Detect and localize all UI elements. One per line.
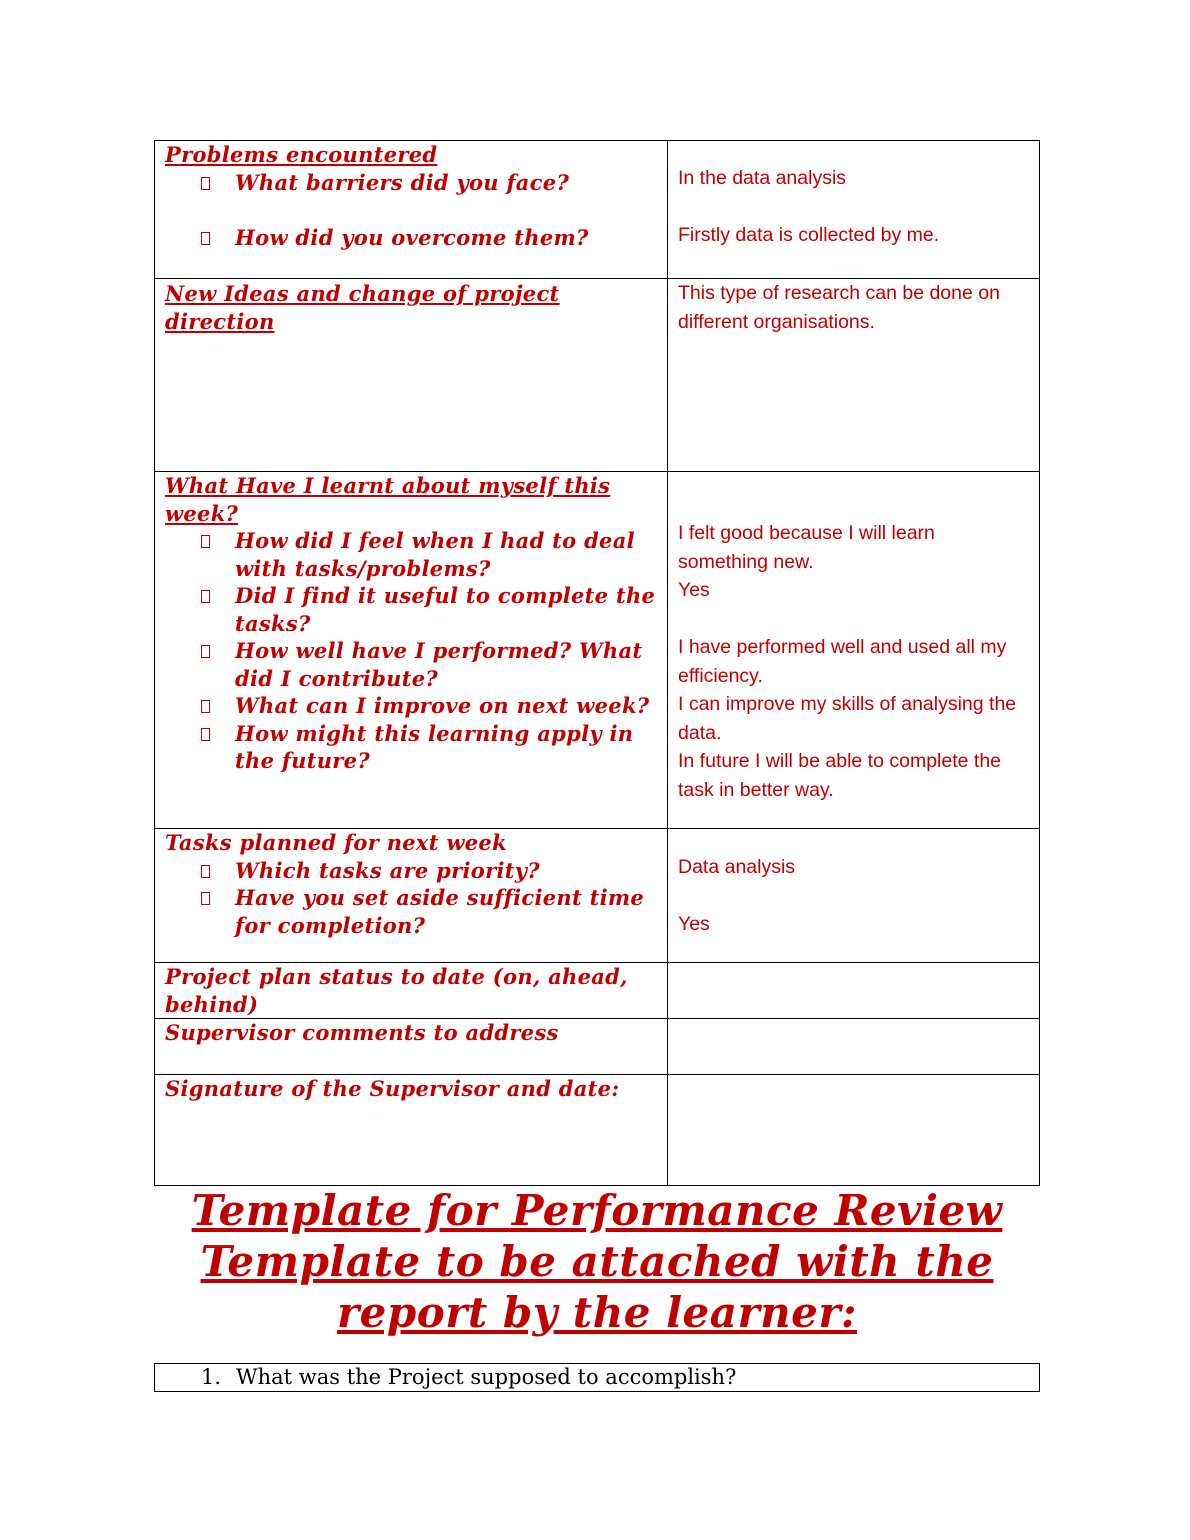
answer-text: This type of research can be done on different organisations. (678, 282, 1000, 333)
row-label: Tasks planned for next week (165, 830, 507, 855)
question-list (165, 857, 657, 940)
question-box (154, 1363, 1040, 1392)
list-item: How might this learning apply in the future? (165, 720, 657, 775)
list-item: How did I feel when I had to deal with tasks/problems? (165, 527, 657, 582)
row-label-cell (155, 963, 668, 1019)
answer-text: Yes (678, 579, 710, 601)
checkbox-icon (201, 535, 210, 548)
answer-text: In the data analysis (678, 167, 847, 189)
answer-text: I felt good because I will learn something new. (678, 522, 935, 573)
checkbox-icon (201, 865, 210, 878)
row-answer-cell (668, 829, 1040, 963)
row-label-cell (155, 141, 668, 279)
list-item: What can I improve on next week? (165, 692, 657, 720)
answer-text: Data analysis (678, 856, 796, 878)
weekly-log-table (154, 140, 1040, 1186)
question-list (165, 169, 657, 252)
row-answer-cell (668, 141, 1040, 279)
checkbox-icon (201, 232, 210, 245)
row-label: Project plan status to date (on, ahead, behind) (165, 964, 628, 1017)
table-row (155, 279, 1040, 472)
answer-text: Firstly data is collected by me. (678, 223, 940, 246)
checkbox-icon (201, 590, 210, 603)
row-label: Signature of the Supervisor and date: (165, 1076, 620, 1101)
checkbox-icon (201, 892, 210, 905)
answer-text: In future I will be able to complete the task in better way. (678, 750, 1002, 801)
row-answer-cell (668, 1075, 1040, 1186)
row-label: What Have I learnt about myself this week? (165, 473, 611, 526)
answer-text: Yes (678, 913, 710, 935)
row-label: New Ideas and change of project direction (165, 281, 560, 334)
row-label-cell (155, 1019, 668, 1075)
row-label-cell (155, 1075, 668, 1186)
answer-text: I have performed well and used all my efficiency. (678, 636, 1007, 687)
row-label-cell (155, 279, 668, 472)
row-label-cell (155, 829, 668, 963)
table-row (155, 472, 1040, 829)
list-item: Have you set aside sufficient time for completion? (165, 884, 657, 939)
row-answer-cell (668, 1019, 1040, 1075)
table-row (155, 829, 1040, 963)
checkbox-icon (201, 700, 210, 713)
table-row (155, 1019, 1040, 1075)
answer-text: I can improve my skills of analysing the data. (678, 693, 1017, 744)
row-answer-cell (668, 472, 1040, 829)
table-row (155, 141, 1040, 279)
checkbox-icon (201, 728, 210, 741)
table-row (155, 1075, 1040, 1186)
checkbox-icon (201, 645, 210, 658)
question-text: What was the Project supposed to accomplish? (236, 1365, 737, 1389)
row-answer-cell (668, 279, 1040, 472)
question-list (165, 527, 657, 775)
list-item: How well have I performed? What did I contribute? (165, 637, 657, 692)
checkbox-icon (201, 177, 210, 190)
row-label: Problems encountered (165, 142, 438, 167)
list-item: How did you overcome them? (165, 224, 657, 252)
list-item: Which tasks are priority? (165, 857, 657, 885)
question-number: 1. (201, 1365, 222, 1389)
table-row (155, 963, 1040, 1019)
page-title: Template for Performance Review Template to be attached with the report by the learner: (191, 1186, 1003, 1337)
list-item: What barriers did you face? (165, 169, 657, 197)
list-item: Did I find it useful to complete the tasks? (165, 582, 657, 637)
row-label: Supervisor comments to address (165, 1020, 559, 1045)
row-answer-cell (668, 963, 1040, 1019)
row-label-cell (155, 472, 668, 829)
